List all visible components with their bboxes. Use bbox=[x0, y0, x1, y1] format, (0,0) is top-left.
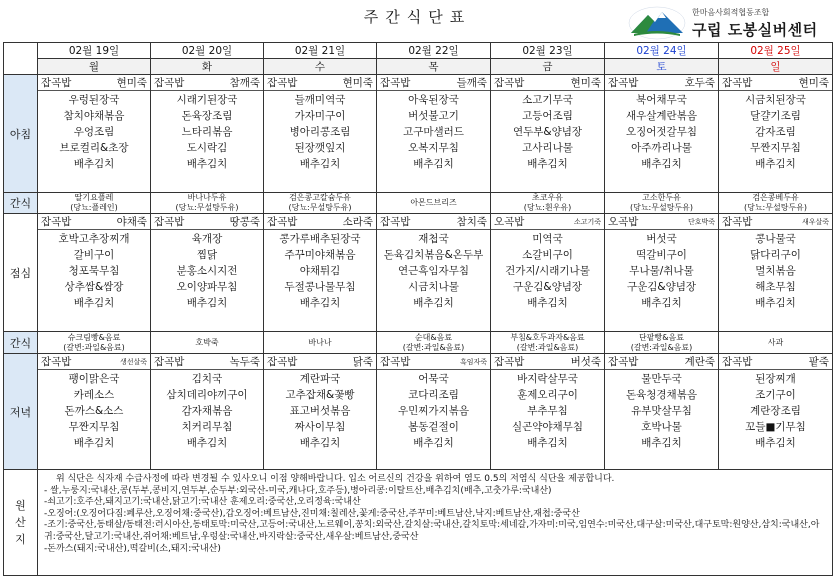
snack-name: 검은콩고칼슘두유 bbox=[289, 193, 351, 202]
snack1-label: 간식 bbox=[4, 193, 38, 214]
rice-label: 잡곡밥 bbox=[41, 77, 72, 89]
menu-item: 육개장 bbox=[191, 233, 223, 245]
breakfast-cell bbox=[491, 75, 605, 193]
corner-cell bbox=[4, 43, 38, 75]
menu-item: 계란장조림 bbox=[750, 405, 801, 417]
rice-label: 오곡밥 bbox=[608, 216, 639, 228]
breakfast-cell bbox=[605, 75, 719, 193]
breakfast-cell bbox=[264, 75, 377, 193]
menu-item: 시금치나물 bbox=[408, 281, 459, 293]
snack-cell bbox=[491, 332, 605, 354]
menu-item: 아주까리나물 bbox=[631, 142, 692, 154]
porridge-label: 생선살죽 bbox=[119, 357, 147, 366]
menu-item: 감자채볶음 bbox=[181, 405, 233, 417]
date-tue: 02월 20일 bbox=[151, 43, 264, 59]
menu-item: 카레소스 bbox=[73, 389, 115, 401]
origin-line: -오징어:(오징어다짐:페루산,오징어채:중국산),갑오징어:베트남산,진미채:칠레산,꽃게:중국산,주꾸미:베트남산,낙지:베트남산,재첩:중국산 bbox=[44, 508, 580, 519]
origin-line: -조기:중국산,동태살/동태전:러시아산,동태토막:미국산,고등어:국내산,노르웨이,꽁치:외국산,갈치살:국내산,갈치토막:세네갈,가자미:미국,임연수:미국산,대구살:미국산,대구토막:원양산,삼치:국내산,아귀:중국산,달고기:국내산,쥐어채:베트남,우렁살:국내산,바지락살:중국산,새우살:베트남산,중국산 bbox=[44, 520, 820, 542]
menu-item: 된장찌개 bbox=[755, 373, 796, 385]
menu-item: 배추김치 bbox=[186, 158, 228, 170]
dinner-cell bbox=[377, 354, 491, 470]
day-sat: 토 bbox=[605, 59, 719, 75]
menu-item: 병아리콩조림 bbox=[289, 126, 351, 138]
menu-item: 갈비구이 bbox=[73, 249, 115, 261]
menu-item: 해초무침 bbox=[755, 281, 796, 293]
lunch-row bbox=[4, 214, 833, 332]
menu-item: 된장깻잎지 bbox=[294, 142, 346, 154]
menu-item: 상추쌈&쌈장 bbox=[64, 281, 124, 293]
snack-note: (당뇨:무설탕두유) bbox=[288, 203, 352, 212]
menu-item: 배추김치 bbox=[641, 297, 682, 309]
menu-item: 돈육김치볶음&온두부 bbox=[383, 249, 484, 261]
menu-item: 가자미구이 bbox=[294, 110, 346, 122]
menu-item: 짜사이무침 bbox=[294, 421, 346, 433]
date-thu: 02월 22일 bbox=[377, 43, 491, 59]
snack-note: (갈변:과일&음료) bbox=[402, 342, 465, 352]
menu-item: 삼치데리야끼구이 bbox=[166, 389, 248, 401]
menu-item: 오복지무침 bbox=[408, 142, 459, 154]
menu-item: 무짠지무침 bbox=[68, 421, 120, 433]
menu-item: 배추김치 bbox=[641, 158, 682, 170]
lunch-cell bbox=[38, 214, 151, 332]
porridge-label: 들깨죽 bbox=[456, 77, 487, 89]
menu-item: 찜닭 bbox=[196, 249, 218, 261]
date-wed: 02월 21일 bbox=[264, 43, 377, 59]
menu-item: 배추김치 bbox=[73, 437, 115, 449]
origin-label-text: 원산지 bbox=[15, 499, 26, 546]
snack-name: 사과 bbox=[767, 337, 784, 347]
menu-item: 배추김치 bbox=[73, 158, 115, 170]
origin-line: -쇠고기:호주산,돼지고기:국내산,닭고기:국내산 훈제오리:중국산,오리정육:국내산 bbox=[44, 497, 361, 508]
porridge-label: 호두죽 bbox=[684, 77, 715, 89]
menu-item: 들깨미역국 bbox=[294, 94, 346, 106]
rice-label: 잡곡밥 bbox=[154, 216, 185, 228]
menu-item: 콩가루배추된장국 bbox=[279, 233, 361, 245]
rice-label: 잡곡밥 bbox=[722, 77, 753, 89]
menu-item: 돈까스&소스 bbox=[64, 405, 124, 417]
snack-cell bbox=[719, 193, 833, 214]
porridge-label: 야채죽 bbox=[116, 216, 147, 228]
center-logo bbox=[628, 4, 828, 42]
menu-item: 바지락살무국 bbox=[517, 373, 578, 385]
rice-label: 잡곡밥 bbox=[722, 356, 753, 368]
menu-item: 구운김&양념장 bbox=[512, 281, 583, 293]
snack-name: 고소한두유 bbox=[642, 193, 681, 202]
notice-line: 위 식단은 식자재 수급사정에 따라 변경될 수 있사오니 이점 양해바랍니다. 입소 어르신의 건강을 위하여 염도 0.5의 저염식 식단을 제공합니다. bbox=[56, 474, 615, 484]
lunch-cell bbox=[264, 214, 377, 332]
breakfast-cell bbox=[377, 75, 491, 193]
menu-item: 청포묵무침 bbox=[68, 265, 120, 277]
rice-label: 잡곡밥 bbox=[380, 77, 411, 89]
day-fri: 금 bbox=[491, 59, 605, 75]
menu-item: 버섯국 bbox=[646, 233, 677, 245]
menu-item: 배추김치 bbox=[299, 297, 341, 309]
menu-item: 연근흑임자무침 bbox=[397, 265, 469, 277]
dinner-row bbox=[4, 354, 833, 470]
center-name: 구립 도봉실버센터 bbox=[692, 21, 818, 39]
menu-item: 배추김치 bbox=[413, 297, 454, 309]
lunch-cell bbox=[377, 214, 491, 332]
mountain-logo-icon bbox=[628, 6, 686, 40]
menu-item: 돈육청경채볶음 bbox=[625, 389, 697, 401]
menu-item: 배추김치 bbox=[413, 158, 454, 170]
breakfast-cell bbox=[719, 75, 833, 193]
snack-name: 초코우유 bbox=[532, 193, 563, 202]
menu-item: 배추김치 bbox=[186, 297, 228, 309]
breakfast-row bbox=[4, 75, 833, 193]
snack-note: (당뇨:플레인) bbox=[70, 203, 118, 212]
menu-item: 연두부&양념장 bbox=[512, 126, 583, 138]
menu-item: 소갈비구이 bbox=[522, 249, 573, 261]
menu-item: 배추김치 bbox=[755, 158, 796, 170]
menu-item: 김치국 bbox=[191, 373, 223, 385]
menu-item: 미역국 bbox=[532, 233, 563, 245]
menu-item: 꼬들■기무침 bbox=[745, 421, 806, 433]
snack-name: 단팥빵&음료 bbox=[639, 332, 684, 342]
menu-item: 고구마샐러드 bbox=[403, 126, 464, 138]
menu-item: 배추김치 bbox=[299, 437, 341, 449]
snack-name: 바나나두유 bbox=[187, 193, 227, 202]
menu-item: 계란파국 bbox=[299, 373, 341, 385]
menu-item: 배추김치 bbox=[186, 437, 228, 449]
menu-item: 오징어젓갈무침 bbox=[625, 126, 697, 138]
porridge-label: 흑임자죽 bbox=[459, 357, 487, 366]
menu-item: 구운김&양념장 bbox=[626, 281, 697, 293]
menu-item: 참치야채볶음 bbox=[63, 110, 125, 122]
menu-item: 고등어조림 bbox=[522, 110, 573, 122]
menu-item: 배추김치 bbox=[641, 437, 682, 449]
menu-item: 배추김치 bbox=[755, 437, 796, 449]
porridge-label: 참치죽 bbox=[456, 216, 487, 228]
rice-label: 잡곡밥 bbox=[154, 356, 185, 368]
menu-item: 부추무침 bbox=[527, 405, 568, 417]
menu-item: 유부맛살무침 bbox=[631, 405, 692, 417]
snack-name: 검은콩베두유 bbox=[752, 193, 799, 202]
snack-cell bbox=[377, 193, 491, 214]
origin-line: - 쌀,누룽지:국내산,콩(두부,콩비지,연두부,순두부:외국산-미국,캐나다,호주등),병아리콩:이탈트산,배추김치(배추,고춧가루:국내산) bbox=[44, 485, 552, 496]
menu-item: 북어채무국 bbox=[636, 94, 687, 106]
snack-name: 딸기요플레 bbox=[74, 193, 114, 202]
menu-item: 오이양파무침 bbox=[176, 281, 238, 293]
porridge-label: 버섯죽 bbox=[570, 356, 601, 368]
rice-label: 잡곡밥 bbox=[494, 356, 525, 368]
date-sun: 02월 25일 bbox=[719, 43, 833, 59]
origin-notes bbox=[38, 470, 833, 576]
porridge-label: 현미죽 bbox=[342, 77, 373, 89]
menu-item: 떡갈비구이 bbox=[636, 249, 687, 261]
snack1-row bbox=[4, 193, 833, 214]
snack2-label: 간식 bbox=[4, 332, 38, 354]
origin-label bbox=[4, 470, 38, 576]
menu-item: 우렁된장국 bbox=[68, 94, 120, 106]
organization-name: 한마음사회적협동조합 bbox=[692, 8, 770, 17]
menu-item: 배추김치 bbox=[527, 437, 568, 449]
porridge-label: 소라죽 bbox=[342, 216, 373, 228]
date-mon: 02월 19일 bbox=[38, 43, 151, 59]
snack-note: (갈변:과일&음료) bbox=[630, 342, 693, 352]
menu-item: 실곤약야채무침 bbox=[511, 421, 583, 433]
breakfast-cell bbox=[151, 75, 264, 193]
page-title: 주간식단표 bbox=[363, 8, 472, 26]
porridge-label: 계란죽 bbox=[684, 356, 715, 368]
porridge-label: 소고기죽 bbox=[573, 217, 601, 226]
rice-label: 잡곡밥 bbox=[267, 216, 298, 228]
snack-cell bbox=[264, 332, 377, 354]
menu-item: 배추김치 bbox=[413, 437, 454, 449]
dinner-cell bbox=[38, 354, 151, 470]
menu-item: 새우살계란볶음 bbox=[625, 110, 697, 122]
snack-cell bbox=[38, 332, 151, 354]
menu-item: 물만두국 bbox=[641, 373, 682, 385]
menu-item: 야채튀김 bbox=[299, 265, 341, 277]
rice-label: 잡곡밥 bbox=[380, 216, 411, 228]
snack-name: 슈크림빵&음료 bbox=[67, 332, 121, 342]
rice-label: 잡곡밥 bbox=[267, 77, 298, 89]
snack-cell bbox=[38, 193, 151, 214]
porridge-label: 땅콩죽 bbox=[229, 216, 260, 228]
porridge-label: 단호박죽 bbox=[687, 217, 715, 226]
menu-item: 달걀기조림 bbox=[750, 110, 801, 122]
menu-item: 고사리나물 bbox=[522, 142, 573, 154]
rice-label: 잡곡밥 bbox=[41, 356, 72, 368]
menu-item: 팽이맑은국 bbox=[68, 373, 120, 385]
menu-item: 주꾸미야채볶음 bbox=[284, 249, 356, 261]
porridge-label: 닭죽 bbox=[352, 356, 373, 368]
dinner-cell bbox=[491, 354, 605, 470]
snack-cell bbox=[605, 193, 719, 214]
menu-item: 배추김치 bbox=[527, 297, 568, 309]
menu-item: 버섯불고기 bbox=[408, 110, 459, 122]
snack-cell bbox=[151, 193, 264, 214]
menu-item: 조기구이 bbox=[755, 389, 796, 401]
snack-note: (갈변:과일&음료) bbox=[63, 342, 125, 352]
dinner-cell bbox=[151, 354, 264, 470]
menu-item: 봄동겉절이 bbox=[408, 421, 459, 433]
day-mon: 월 bbox=[38, 59, 151, 75]
breakfast-label: 아침 bbox=[4, 75, 38, 193]
rice-label: 잡곡밥 bbox=[608, 77, 639, 89]
snack-cell bbox=[605, 332, 719, 354]
menu-item: 도시락김 bbox=[186, 142, 228, 154]
snack2-row bbox=[4, 332, 833, 354]
day-sun: 일 bbox=[719, 59, 833, 75]
menu-item: 멸치볶음 bbox=[755, 265, 796, 277]
dinner-cell bbox=[264, 354, 377, 470]
weekly-menu-table bbox=[3, 42, 833, 576]
porridge-label: 현미죽 bbox=[798, 77, 829, 89]
menu-item: 콩나물국 bbox=[755, 233, 796, 245]
menu-item: 무짠지무침 bbox=[750, 142, 801, 154]
origin-row bbox=[4, 470, 833, 576]
dinner-label: 저녁 bbox=[4, 354, 38, 470]
menu-item: 표고버섯볶음 bbox=[289, 405, 351, 417]
menu-item: 호박나물 bbox=[641, 421, 682, 433]
day-tue: 화 bbox=[151, 59, 264, 75]
porridge-label: 현미죽 bbox=[570, 77, 601, 89]
day-thu: 목 bbox=[377, 59, 491, 75]
lunch-cell bbox=[151, 214, 264, 332]
snack-note: (당뇨:무설탕두유) bbox=[629, 203, 694, 212]
origin-line: -돈까스(돼지:국내산),떡갈비(소,돼지:국내산) bbox=[44, 543, 221, 554]
menu-item: 두절콩나물무침 bbox=[284, 281, 356, 293]
porridge-label: 현미죽 bbox=[116, 77, 147, 89]
dinner-cell bbox=[719, 354, 833, 470]
snack-name: 호박죽 bbox=[195, 337, 219, 347]
snack-note: (당뇨:무설탕두유) bbox=[175, 203, 239, 212]
snack-note: (당뇨:무설탕두유) bbox=[743, 203, 808, 212]
menu-item: 소고기무국 bbox=[522, 94, 573, 106]
menu-item: 브로컬리&초장 bbox=[59, 142, 129, 154]
snack-name: 바나나 bbox=[308, 337, 332, 347]
snack-cell bbox=[151, 332, 264, 354]
menu-item: 치커리무침 bbox=[181, 421, 233, 433]
porridge-label: 팥죽 bbox=[808, 356, 829, 368]
rice-label: 잡곡밥 bbox=[608, 356, 639, 368]
snack-name: 부침&호두과자&음료 bbox=[510, 332, 585, 342]
lunch-cell bbox=[491, 214, 605, 332]
date-fri: 02월 23일 bbox=[491, 43, 605, 59]
snack-cell bbox=[719, 332, 833, 354]
menu-item: 돈육장조림 bbox=[181, 110, 233, 122]
menu-item: 재첩국 bbox=[418, 233, 449, 245]
menu-item: 고추잡채&꽃빵 bbox=[285, 389, 355, 401]
snack-cell bbox=[491, 193, 605, 214]
menu-item: 호박고추장찌개 bbox=[58, 233, 130, 245]
dinner-cell bbox=[605, 354, 719, 470]
snack-cell bbox=[264, 193, 377, 214]
menu-item: 건가지/시래기나물 bbox=[505, 265, 590, 277]
porridge-label: 참깨죽 bbox=[229, 77, 260, 89]
menu-item: 배추김치 bbox=[299, 158, 341, 170]
menu-item: 무나물/취나물 bbox=[629, 265, 694, 277]
menu-item: 감자조림 bbox=[755, 126, 796, 138]
menu-item: 닭다리구이 bbox=[750, 249, 801, 261]
breakfast-cell bbox=[38, 75, 151, 193]
date-sat: 02월 24일 bbox=[605, 43, 719, 59]
rice-label: 잡곡밥 bbox=[494, 77, 525, 89]
menu-item: 배추김치 bbox=[73, 297, 115, 309]
porridge-label: 녹두죽 bbox=[229, 356, 260, 368]
menu-item: 분홍소시지전 bbox=[176, 265, 238, 277]
snack-name: 아몬드브리즈 bbox=[410, 198, 457, 207]
menu-item: 어묵국 bbox=[418, 373, 449, 385]
snack-name: 순대&음료 bbox=[414, 332, 453, 342]
rice-label: 잡곡밥 bbox=[41, 216, 72, 228]
menu-item: 시금치된장국 bbox=[745, 94, 806, 106]
porridge-label: 새우살죽 bbox=[801, 217, 829, 226]
menu-item: 아욱된장국 bbox=[408, 94, 459, 106]
menu-item: 훈제오리구이 bbox=[517, 389, 578, 401]
menu-item: 배추김치 bbox=[527, 158, 568, 170]
snack-note: (갈변:과일&음료) bbox=[516, 342, 579, 352]
rice-label: 잡곡밥 bbox=[722, 216, 753, 228]
rice-label: 잡곡밥 bbox=[380, 356, 411, 368]
menu-item: 느타리볶음 bbox=[181, 126, 233, 138]
rice-label: 오곡밥 bbox=[494, 216, 525, 228]
lunch-cell bbox=[605, 214, 719, 332]
menu-item: 우민찌가지볶음 bbox=[397, 405, 469, 417]
lunch-label: 점심 bbox=[4, 214, 38, 332]
menu-item: 배추김치 bbox=[755, 297, 796, 309]
rice-label: 잡곡밥 bbox=[154, 77, 185, 89]
menu-item: 시래기된장국 bbox=[176, 94, 238, 106]
menu-item: 우엉조림 bbox=[73, 126, 115, 138]
lunch-cell bbox=[719, 214, 833, 332]
day-wed: 수 bbox=[264, 59, 377, 75]
menu-item: 코다리조림 bbox=[408, 389, 459, 401]
rice-label: 잡곡밥 bbox=[267, 356, 298, 368]
snack-note: (당뇨:흰우유) bbox=[523, 203, 572, 212]
snack-cell bbox=[377, 332, 491, 354]
